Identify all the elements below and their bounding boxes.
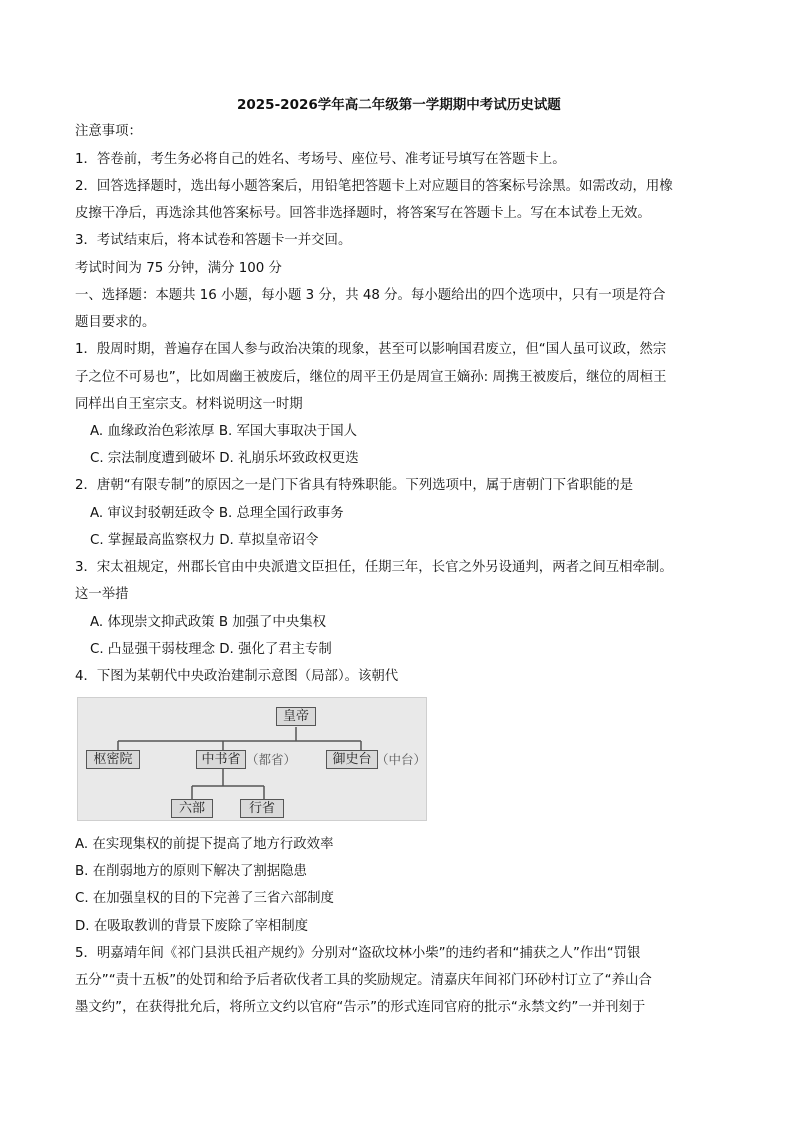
q2-options-ab: A. 审议封驳朝廷政令 B. 总理全国行政事务	[90, 506, 344, 521]
q4-option-c: C. 在加强皇权的目的下完善了三省六部制度	[75, 891, 334, 906]
q1-options-ab: A. 血缘政治色彩浓厚 B. 军国大事取决于国人	[90, 424, 358, 439]
notice-item-2-line-1: 2．回答选择题时，选出每小题答案后，用铅笔把答题卡上对应题目的答案标号涂黑。如需改动，用橡	[75, 179, 673, 194]
q4-option-d: D. 在吸取教训的背景下废除了宰相制度	[75, 919, 309, 934]
section-heading-line-2: 题目要求的。	[75, 315, 156, 330]
q3-stem-line-2: 这一举措	[75, 587, 129, 602]
q2-options-cd: C. 掌握最高监察权力 D. 草拟皇帝诏令	[90, 533, 319, 548]
q2-stem-line-1: 2．唐朝“有限专制”的原因之一是门下省具有特殊职能。下列选项中，属于唐朝门下省职能的是	[75, 478, 634, 493]
secretariat-box: 中书省	[196, 750, 246, 769]
privy-council-box: 枢密院	[86, 750, 140, 769]
censorate-box: 御史台	[326, 750, 378, 769]
notice-heading: 注意事项：	[75, 124, 142, 139]
q5-stem-line-3: 墨文约”，在获得批允后，将所立文约以官府“告示”的形式连同官府的批示“永禁文约”一并刊刻于	[75, 1000, 646, 1015]
q1-stem-line-2: 子之位不可易也”，比如周幽王被废后，继位的周平王仍是周宣王嫡孙: 周携王被废后，继位的周桓王	[75, 370, 667, 385]
secretariat-note: （都省）	[246, 752, 297, 767]
provinces-box: 行省	[240, 799, 284, 818]
q1-stem-line-3: 同样出自王室宗支。材料说明这一时期	[75, 397, 303, 412]
notice-item-1: 1．答卷前，考生务必将自己的姓名、考场号、座位号、准考证号填写在答题卡上。	[75, 152, 566, 167]
q4-option-b: B. 在削弱地方的原则下解决了割据隐患	[75, 864, 307, 879]
notice-item-3: 3．考试结束后，将本试卷和答题卡一并交回。	[75, 233, 352, 248]
q1-options-cd: C. 宗法制度遭到破坏 D. 礼崩乐坏致政权更迭	[90, 451, 359, 466]
six-ministries-box: 六部	[171, 799, 213, 818]
notice-item-2-line-2: 皮擦干净后，再选涂其他答案标号。回答非选择题时，将答案写在答题卡上。写在本试卷上无效。	[75, 206, 651, 221]
government-structure-diagram	[77, 697, 427, 821]
q3-options-ab: A. 体现崇文抑武政策 B 加强了中央集权	[90, 615, 326, 630]
q3-options-cd: C. 凸显强干弱枝理念 D. 强化了君主专制	[90, 642, 332, 657]
q5-stem-line-1: 5．明嘉靖年间《祁门县洪氏祖产规约》分别对“盗砍坟林小柴”的违约者和“捕获之人”作出“罚银	[75, 946, 641, 961]
exam-title: 2025-2026学年高二年级第一学期期中考试历史试题	[237, 97, 561, 113]
q4-option-a: A. 在实现集权的前提下提高了地方行政效率	[75, 837, 334, 852]
censorate-note: （中台）	[376, 752, 427, 767]
q4-stem-line-1: 4．下图为某朝代中央政治建制示意图（局部）。该朝代	[75, 669, 399, 684]
section-heading-line-1: 一、选择题：本题共 16 小题，每小题 3 分，共 48 分。每小题给出的四个选项中，只有一项是符合	[75, 288, 666, 303]
time-info: 考试时间为 75 分钟，满分 100 分	[75, 261, 282, 276]
q5-stem-line-2: 五分”“责十五板”的处罚和给予后者砍伐者工具的奖励规定。清嘉庆年间祁门环砂村订立了“养山合	[75, 973, 652, 988]
emperor-box: 皇帝	[276, 707, 316, 726]
q3-stem-line-1: 3．宋太祖规定，州郡长官由中央派遣文臣担任，任期三年，长官之外另设通判，两者之间互相牵制。	[75, 560, 673, 575]
q1-stem-line-1: 1．殷周时期，普遍存在国人参与政治决策的现象，甚至可以影响国君废立，但“国人虽可议政，然宗	[75, 342, 667, 357]
